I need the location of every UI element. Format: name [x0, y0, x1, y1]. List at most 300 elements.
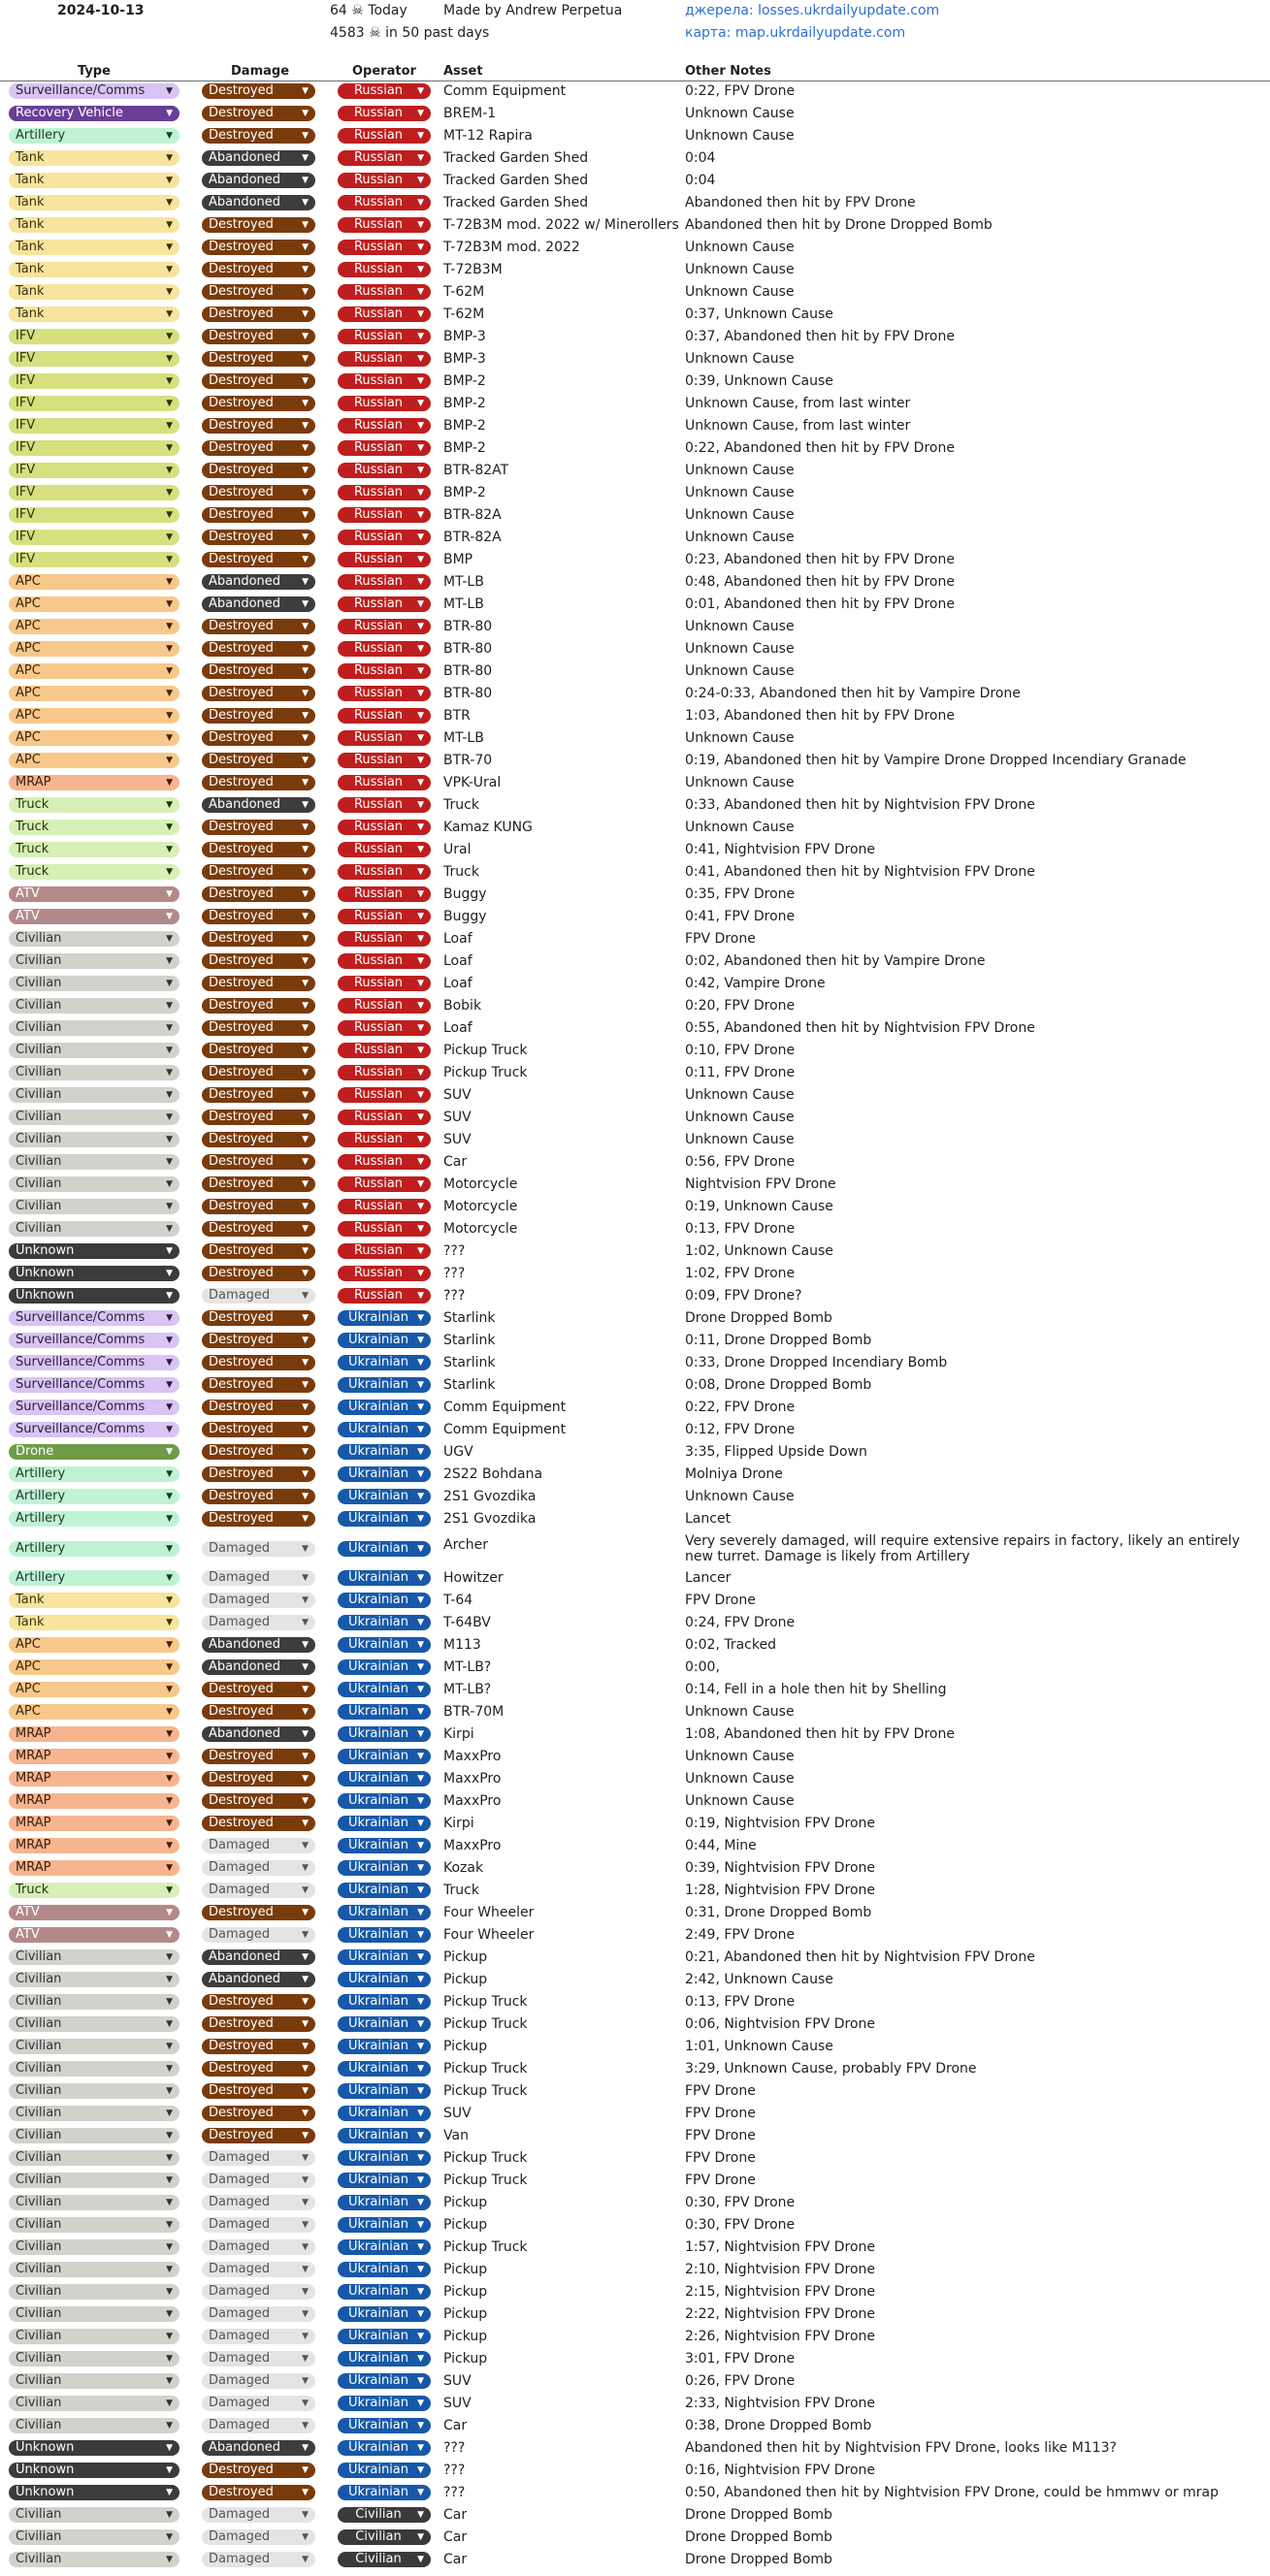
type-select[interactable]	[9, 1994, 179, 2010]
damage-select[interactable]	[202, 1444, 315, 1460]
damage-select[interactable]	[202, 373, 315, 389]
damage-select[interactable]	[202, 284, 315, 300]
type-select[interactable]	[9, 2529, 179, 2545]
operator-select[interactable]	[338, 2396, 431, 2411]
type-select[interactable]	[9, 1243, 179, 1259]
damage-select[interactable]	[202, 2373, 315, 2389]
type-select[interactable]	[9, 1422, 179, 1437]
damage-select[interactable]	[202, 1288, 315, 1304]
operator-select[interactable]	[338, 797, 431, 813]
damage-select[interactable]	[202, 2016, 315, 2032]
type-select[interactable]	[9, 1333, 179, 1348]
operator-select[interactable]	[338, 2217, 431, 2233]
operator-select[interactable]	[338, 2440, 431, 2456]
type-select[interactable]	[9, 2150, 179, 2166]
operator-select[interactable]	[338, 284, 431, 300]
type-select[interactable]	[9, 931, 179, 947]
type-select[interactable]	[9, 976, 179, 991]
damage-select[interactable]	[202, 2262, 315, 2277]
operator-select[interactable]	[338, 1816, 431, 1831]
operator-select[interactable]	[338, 886, 431, 902]
operator-select[interactable]	[338, 641, 431, 657]
operator-select[interactable]	[338, 2351, 431, 2367]
damage-select[interactable]	[202, 2083, 315, 2099]
operator-select[interactable]	[338, 1020, 431, 1036]
operator-select[interactable]	[338, 463, 431, 478]
operator-select[interactable]	[338, 1838, 431, 1853]
type-select[interactable]	[9, 1883, 179, 1898]
damage-select[interactable]	[202, 128, 315, 144]
type-select[interactable]	[9, 106, 179, 121]
type-select[interactable]	[9, 2284, 179, 2300]
type-select[interactable]	[9, 1637, 179, 1653]
operator-select[interactable]	[338, 217, 431, 233]
operator-select[interactable]	[338, 1771, 431, 1787]
operator-select[interactable]	[338, 1994, 431, 2010]
operator-select[interactable]	[338, 1615, 431, 1630]
damage-select[interactable]	[202, 1489, 315, 1504]
operator-select[interactable]	[338, 2373, 431, 2389]
damage-select[interactable]	[202, 1020, 315, 1036]
sources-link[interactable]: джерела: losses.ukrdailyupdate.com	[685, 3, 940, 18]
type-select[interactable]	[9, 150, 179, 166]
damage-select[interactable]	[202, 1949, 315, 1965]
type-select[interactable]	[9, 128, 179, 144]
damage-select[interactable]	[202, 1065, 315, 1080]
type-select[interactable]	[9, 1949, 179, 1965]
type-select[interactable]	[9, 1793, 179, 1809]
damage-select[interactable]	[202, 1154, 315, 1170]
operator-select[interactable]	[338, 1065, 431, 1080]
type-select[interactable]	[9, 663, 179, 679]
operator-select[interactable]	[338, 195, 431, 210]
damage-select[interactable]	[202, 1541, 315, 1557]
type-select[interactable]	[9, 1816, 179, 1831]
damage-select[interactable]	[202, 619, 315, 634]
operator-select[interactable]	[338, 2306, 431, 2322]
type-select[interactable]	[9, 2373, 179, 2389]
type-select[interactable]	[9, 2306, 179, 2322]
damage-select[interactable]	[202, 1355, 315, 1370]
type-select[interactable]	[9, 1154, 179, 1170]
operator-select[interactable]	[338, 128, 431, 144]
type-select[interactable]	[9, 83, 179, 99]
damage-select[interactable]	[202, 530, 315, 545]
damage-select[interactable]	[202, 262, 315, 277]
damage-select[interactable]	[202, 886, 315, 902]
type-select[interactable]	[9, 1020, 179, 1036]
operator-select[interactable]	[338, 574, 431, 590]
operator-select[interactable]	[338, 1905, 431, 1920]
operator-select[interactable]	[338, 2485, 431, 2500]
type-select[interactable]	[9, 1511, 179, 1527]
type-select[interactable]	[9, 909, 179, 924]
damage-select[interactable]	[202, 1838, 315, 1853]
operator-select[interactable]	[338, 1466, 431, 1482]
type-select[interactable]	[9, 953, 179, 969]
col-damage[interactable]: Damage	[231, 64, 290, 79]
operator-select[interactable]	[338, 1637, 431, 1653]
type-select[interactable]	[9, 1541, 179, 1557]
type-select[interactable]	[9, 1132, 179, 1147]
damage-select[interactable]	[202, 2150, 315, 2166]
operator-select[interactable]	[338, 306, 431, 322]
type-select[interactable]	[9, 1266, 179, 1281]
damage-select[interactable]	[202, 217, 315, 233]
damage-select[interactable]	[202, 2061, 315, 2077]
type-select[interactable]	[9, 2217, 179, 2233]
type-select[interactable]	[9, 619, 179, 634]
type-select[interactable]	[9, 195, 179, 210]
damage-select[interactable]	[202, 1400, 315, 1415]
operator-select[interactable]	[338, 1860, 431, 1876]
operator-select[interactable]	[338, 909, 431, 924]
damage-select[interactable]	[202, 1199, 315, 1214]
type-select[interactable]	[9, 797, 179, 813]
type-select[interactable]	[9, 1043, 179, 1058]
operator-select[interactable]	[338, 842, 431, 857]
operator-select[interactable]	[338, 2195, 431, 2210]
type-select[interactable]	[9, 1682, 179, 1697]
operator-select[interactable]	[338, 530, 431, 545]
operator-select[interactable]	[338, 1972, 431, 1987]
type-select[interactable]	[9, 1310, 179, 1326]
damage-select[interactable]	[202, 2463, 315, 2478]
type-select[interactable]	[9, 1288, 179, 1304]
type-select[interactable]	[9, 2173, 179, 2188]
type-select[interactable]	[9, 1199, 179, 1214]
damage-select[interactable]	[202, 2529, 315, 2545]
type-select[interactable]	[9, 775, 179, 790]
damage-select[interactable]	[202, 998, 315, 1014]
damage-select[interactable]	[202, 485, 315, 500]
damage-select[interactable]	[202, 2039, 315, 2054]
operator-select[interactable]	[338, 418, 431, 434]
operator-select[interactable]	[338, 1243, 431, 1259]
damage-select[interactable]	[202, 2306, 315, 2322]
damage-select[interactable]	[202, 306, 315, 322]
operator-select[interactable]	[338, 708, 431, 724]
damage-select[interactable]	[202, 641, 315, 657]
type-select[interactable]	[9, 173, 179, 188]
type-select[interactable]	[9, 2485, 179, 2500]
operator-select[interactable]	[338, 2150, 431, 2166]
operator-select[interactable]	[338, 864, 431, 880]
type-select[interactable]	[9, 351, 179, 367]
damage-select[interactable]	[202, 1221, 315, 1237]
operator-select[interactable]	[338, 1132, 431, 1147]
operator-select[interactable]	[338, 2529, 431, 2545]
operator-select[interactable]	[338, 998, 431, 1014]
type-select[interactable]	[9, 1110, 179, 1125]
operator-select[interactable]	[338, 1043, 431, 1058]
type-select[interactable]	[9, 1221, 179, 1237]
type-select[interactable]	[9, 1905, 179, 1920]
operator-select[interactable]	[338, 1541, 431, 1557]
damage-select[interactable]	[202, 1422, 315, 1437]
type-select[interactable]	[9, 240, 179, 255]
operator-select[interactable]	[338, 2106, 431, 2121]
damage-select[interactable]	[202, 1704, 315, 1720]
type-select[interactable]	[9, 2418, 179, 2433]
operator-select[interactable]	[338, 1883, 431, 1898]
type-select[interactable]	[9, 1704, 179, 1720]
operator-select[interactable]	[338, 1927, 431, 1943]
operator-select[interactable]	[338, 1176, 431, 1192]
operator-select[interactable]	[338, 1266, 431, 1281]
operator-select[interactable]	[338, 1288, 431, 1304]
damage-select[interactable]	[202, 730, 315, 746]
damage-select[interactable]	[202, 1176, 315, 1192]
damage-select[interactable]	[202, 2239, 315, 2255]
type-select[interactable]	[9, 306, 179, 322]
damage-select[interactable]	[202, 83, 315, 99]
operator-select[interactable]	[338, 2262, 431, 2277]
operator-select[interactable]	[338, 1726, 431, 1742]
operator-select[interactable]	[338, 775, 431, 790]
damage-select[interactable]	[202, 1310, 315, 1326]
type-select[interactable]	[9, 507, 179, 523]
damage-select[interactable]	[202, 1043, 315, 1058]
operator-select[interactable]	[338, 1333, 431, 1348]
type-select[interactable]	[9, 1838, 179, 1853]
damage-select[interactable]	[202, 1749, 315, 1764]
damage-select[interactable]	[202, 507, 315, 523]
operator-select[interactable]	[338, 596, 431, 612]
operator-select[interactable]	[338, 1444, 431, 1460]
damage-select[interactable]	[202, 1860, 315, 1876]
operator-select[interactable]	[338, 976, 431, 991]
damage-select[interactable]	[202, 2507, 315, 2523]
type-select[interactable]	[9, 262, 179, 277]
type-select[interactable]	[9, 998, 179, 1014]
operator-select[interactable]	[338, 1355, 431, 1370]
type-select[interactable]	[9, 641, 179, 657]
damage-select[interactable]	[202, 2195, 315, 2210]
operator-select[interactable]	[338, 2061, 431, 2077]
damage-select[interactable]	[202, 1883, 315, 1898]
operator-select[interactable]	[338, 173, 431, 188]
damage-select[interactable]	[202, 418, 315, 434]
operator-select[interactable]	[338, 2173, 431, 2188]
type-select[interactable]	[9, 463, 179, 478]
damage-select[interactable]	[202, 1726, 315, 1742]
damage-select[interactable]	[202, 663, 315, 679]
type-select[interactable]	[9, 2351, 179, 2367]
operator-select[interactable]	[338, 396, 431, 411]
operator-select[interactable]	[338, 552, 431, 567]
type-select[interactable]	[9, 2083, 179, 2099]
operator-select[interactable]	[338, 2239, 431, 2255]
type-select[interactable]	[9, 1355, 179, 1370]
damage-select[interactable]	[202, 1637, 315, 1653]
operator-select[interactable]	[338, 240, 431, 255]
damage-select[interactable]	[202, 2351, 315, 2367]
damage-select[interactable]	[202, 463, 315, 478]
damage-select[interactable]	[202, 1905, 315, 1920]
operator-select[interactable]	[338, 1489, 431, 1504]
map-link[interactable]: карта: map.ukrdailyupdate.com	[685, 25, 906, 41]
type-select[interactable]	[9, 1176, 179, 1192]
operator-select[interactable]	[338, 2329, 431, 2344]
operator-select[interactable]	[338, 730, 431, 746]
damage-select[interactable]	[202, 686, 315, 701]
type-select[interactable]	[9, 1749, 179, 1764]
operator-select[interactable]	[338, 351, 431, 367]
type-select[interactable]	[9, 2195, 179, 2210]
type-select[interactable]	[9, 886, 179, 902]
operator-select[interactable]	[338, 1793, 431, 1809]
operator-select[interactable]	[338, 1749, 431, 1764]
damage-select[interactable]	[202, 1771, 315, 1787]
type-select[interactable]	[9, 2396, 179, 2411]
type-select[interactable]	[9, 574, 179, 590]
operator-select[interactable]	[338, 1949, 431, 1965]
type-select[interactable]	[9, 1065, 179, 1080]
operator-select[interactable]	[338, 485, 431, 500]
operator-select[interactable]	[338, 1087, 431, 1103]
type-select[interactable]	[9, 1927, 179, 1943]
type-select[interactable]	[9, 1615, 179, 1630]
operator-select[interactable]	[338, 507, 431, 523]
col-asset[interactable]: Asset	[443, 64, 483, 79]
damage-select[interactable]	[202, 2217, 315, 2233]
type-select[interactable]	[9, 1400, 179, 1415]
damage-select[interactable]	[202, 2173, 315, 2188]
damage-select[interactable]	[202, 1615, 315, 1630]
type-select[interactable]	[9, 596, 179, 612]
type-select[interactable]	[9, 530, 179, 545]
type-select[interactable]	[9, 2039, 179, 2054]
operator-select[interactable]	[338, 2552, 431, 2567]
type-select[interactable]	[9, 217, 179, 233]
damage-select[interactable]	[202, 2396, 315, 2411]
type-select[interactable]	[9, 1444, 179, 1460]
damage-select[interactable]	[202, 753, 315, 768]
type-select[interactable]	[9, 440, 179, 456]
type-select[interactable]	[9, 686, 179, 701]
type-select[interactable]	[9, 1659, 179, 1675]
operator-select[interactable]	[338, 2284, 431, 2300]
operator-select[interactable]	[338, 150, 431, 166]
damage-select[interactable]	[202, 574, 315, 590]
operator-select[interactable]	[338, 2507, 431, 2523]
type-select[interactable]	[9, 2329, 179, 2344]
type-select[interactable]	[9, 2061, 179, 2077]
damage-select[interactable]	[202, 240, 315, 255]
type-select[interactable]	[9, 284, 179, 300]
type-select[interactable]	[9, 730, 179, 746]
damage-select[interactable]	[202, 842, 315, 857]
damage-select[interactable]	[202, 909, 315, 924]
damage-select[interactable]	[202, 820, 315, 835]
operator-select[interactable]	[338, 373, 431, 389]
damage-select[interactable]	[202, 150, 315, 166]
damage-select[interactable]	[202, 173, 315, 188]
operator-select[interactable]	[338, 1511, 431, 1527]
type-select[interactable]	[9, 1972, 179, 1987]
type-select[interactable]	[9, 1087, 179, 1103]
damage-select[interactable]	[202, 1570, 315, 1586]
damage-select[interactable]	[202, 552, 315, 567]
type-select[interactable]	[9, 2552, 179, 2567]
damage-select[interactable]	[202, 708, 315, 724]
operator-select[interactable]	[338, 2463, 431, 2478]
col-type[interactable]: Type	[78, 64, 111, 79]
operator-select[interactable]	[338, 106, 431, 121]
damage-select[interactable]	[202, 1087, 315, 1103]
operator-select[interactable]	[338, 262, 431, 277]
damage-select[interactable]	[202, 931, 315, 947]
operator-select[interactable]	[338, 1400, 431, 1415]
damage-select[interactable]	[202, 1132, 315, 1147]
damage-select[interactable]	[202, 1682, 315, 1697]
operator-select[interactable]	[338, 2418, 431, 2433]
damage-select[interactable]	[202, 596, 315, 612]
operator-select[interactable]	[338, 753, 431, 768]
type-select[interactable]	[9, 2440, 179, 2456]
damage-select[interactable]	[202, 2106, 315, 2121]
operator-select[interactable]	[338, 329, 431, 344]
damage-select[interactable]	[202, 1333, 315, 1348]
damage-select[interactable]	[202, 797, 315, 813]
operator-select[interactable]	[338, 1570, 431, 1586]
operator-select[interactable]	[338, 1154, 431, 1170]
damage-select[interactable]	[202, 2485, 315, 2500]
operator-select[interactable]	[338, 1704, 431, 1720]
type-select[interactable]	[9, 2016, 179, 2032]
operator-select[interactable]	[338, 1377, 431, 1393]
type-select[interactable]	[9, 329, 179, 344]
type-select[interactable]	[9, 2128, 179, 2143]
operator-select[interactable]	[338, 1422, 431, 1437]
damage-select[interactable]	[202, 106, 315, 121]
damage-select[interactable]	[202, 2552, 315, 2567]
operator-select[interactable]	[338, 820, 431, 835]
damage-select[interactable]	[202, 440, 315, 456]
damage-select[interactable]	[202, 953, 315, 969]
operator-select[interactable]	[338, 663, 431, 679]
damage-select[interactable]	[202, 2418, 315, 2433]
type-select[interactable]	[9, 1860, 179, 1876]
damage-select[interactable]	[202, 351, 315, 367]
type-select[interactable]	[9, 373, 179, 389]
damage-select[interactable]	[202, 976, 315, 991]
operator-select[interactable]	[338, 953, 431, 969]
damage-select[interactable]	[202, 1243, 315, 1259]
operator-select[interactable]	[338, 1110, 431, 1125]
type-select[interactable]	[9, 2463, 179, 2478]
type-select[interactable]	[9, 552, 179, 567]
operator-select[interactable]	[338, 1310, 431, 1326]
type-select[interactable]	[9, 2106, 179, 2121]
damage-select[interactable]	[202, 1927, 315, 1943]
type-select[interactable]	[9, 753, 179, 768]
operator-select[interactable]	[338, 686, 431, 701]
col-notes[interactable]: Other Notes	[685, 64, 771, 79]
damage-select[interactable]	[202, 1266, 315, 1281]
damage-select[interactable]	[202, 1816, 315, 1831]
damage-select[interactable]	[202, 2284, 315, 2300]
type-select[interactable]	[9, 2507, 179, 2523]
type-select[interactable]	[9, 485, 179, 500]
damage-select[interactable]	[202, 195, 315, 210]
operator-select[interactable]	[338, 2128, 431, 2143]
type-select[interactable]	[9, 396, 179, 411]
operator-select[interactable]	[338, 2083, 431, 2099]
type-select[interactable]	[9, 708, 179, 724]
type-select[interactable]	[9, 1377, 179, 1393]
